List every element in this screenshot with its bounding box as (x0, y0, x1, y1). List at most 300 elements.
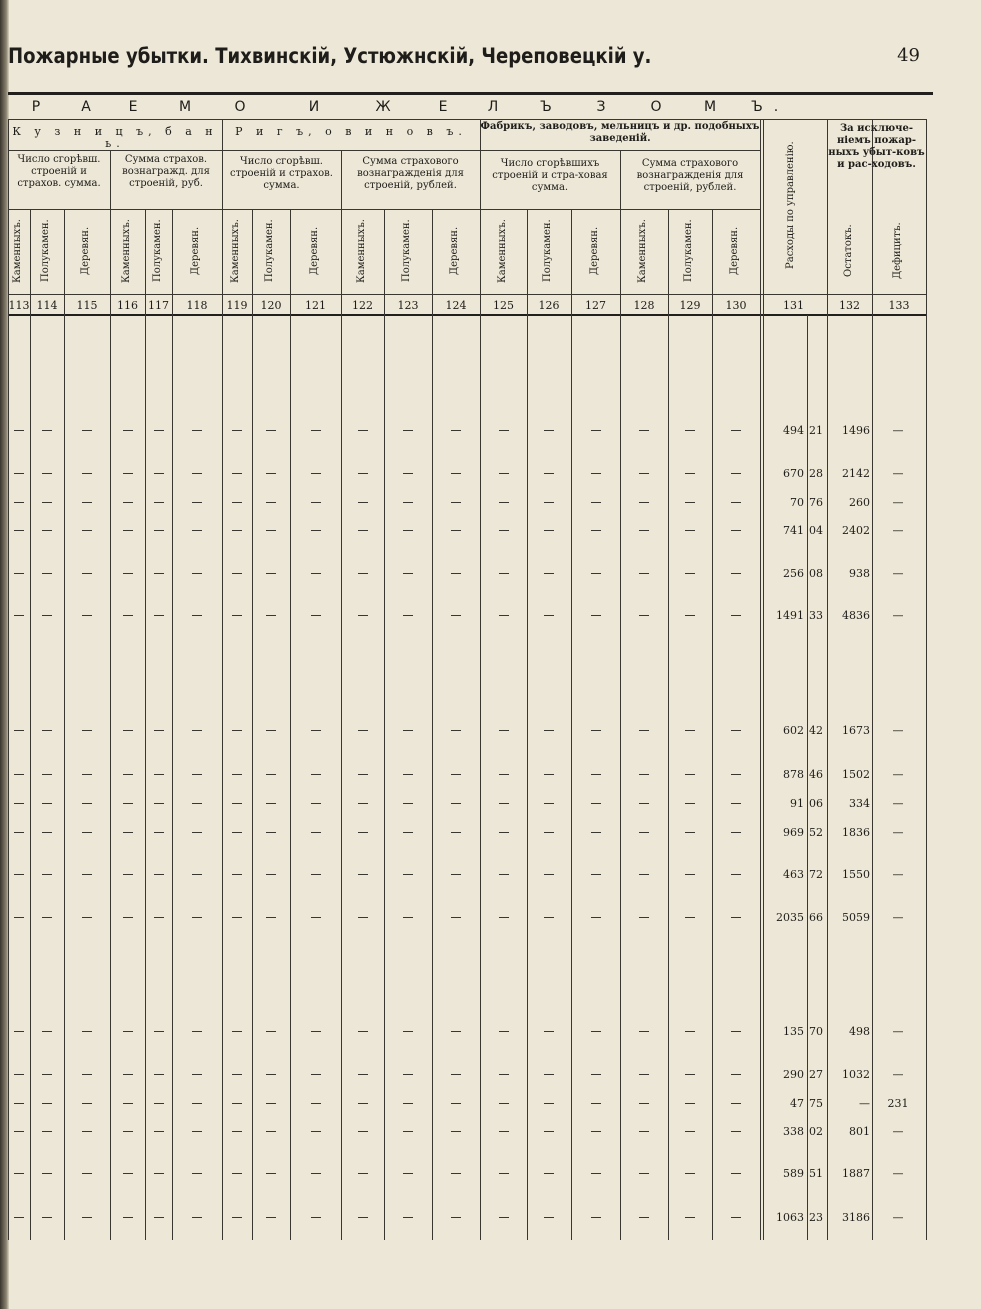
empty-cell-dash (451, 1031, 461, 1032)
banner-letter: О (650, 99, 662, 115)
empty-cell-dash (591, 803, 601, 804)
deficit-value: — (892, 1167, 904, 1180)
empty-cell-dash (123, 615, 133, 616)
column-separator (668, 209, 669, 1240)
empty-cell-dash (311, 573, 321, 574)
empty-cell-dash (232, 917, 242, 918)
empty-cell-dash (123, 1217, 133, 1218)
column-header: Деревян. (588, 226, 600, 276)
expenses-rubles: 494 (783, 424, 804, 437)
empty-cell-dash (591, 1103, 601, 1104)
empty-cell-dash (266, 430, 276, 431)
empty-cell-dash (591, 832, 601, 833)
empty-cell-dash (154, 430, 164, 431)
column-number: 123 (397, 299, 419, 312)
empty-cell-dash (731, 473, 741, 474)
deficit-value: — (892, 724, 904, 737)
empty-cell-dash (192, 1173, 202, 1174)
group-separator (222, 119, 223, 1240)
empty-cell-dash (123, 430, 133, 431)
empty-cell-dash (266, 832, 276, 833)
empty-cell-dash (403, 615, 413, 616)
column-number: 116 (117, 299, 138, 312)
expenses-kopecks: 46 (809, 768, 823, 781)
deficit-value: — (892, 1068, 904, 1081)
empty-cell-dash (14, 1217, 24, 1218)
empty-cell-dash (499, 730, 509, 731)
deficit-value: — (892, 467, 904, 480)
group-separator (8, 119, 9, 1240)
empty-cell-dash (232, 430, 242, 431)
banner-letter: М (703, 99, 717, 115)
remainder-value: 1887 (842, 1167, 870, 1180)
empty-cell-dash (731, 1031, 741, 1032)
empty-cell-dash (544, 1103, 554, 1104)
empty-cell-dash (154, 473, 164, 474)
banner-letter: М (178, 99, 192, 115)
page-number: 49 (897, 45, 920, 66)
empty-cell-dash (639, 917, 649, 918)
column-header: Полукамен. (401, 219, 412, 283)
empty-cell-dash (451, 874, 461, 875)
empty-cell-dash (358, 1074, 368, 1075)
empty-cell-dash (232, 1074, 242, 1075)
column-header: Полукамен. (151, 219, 163, 283)
empty-cell-dash (685, 730, 695, 731)
empty-cell-dash (192, 832, 202, 833)
empty-cell-dash (499, 1031, 509, 1032)
empty-cell-dash (451, 473, 461, 474)
empty-cell-dash (192, 1131, 202, 1132)
empty-cell-dash (14, 430, 24, 431)
empty-cell-dash (403, 803, 413, 804)
empty-cell-dash (451, 832, 461, 833)
empty-cell-dash (266, 1103, 276, 1104)
empty-cell-dash (499, 615, 509, 616)
column-header: Деревян. (308, 226, 320, 276)
empty-cell-dash (123, 803, 133, 804)
empty-cell-dash (499, 473, 509, 474)
empty-cell-dash (123, 832, 133, 833)
column-separator (571, 209, 572, 1240)
empty-cell-dash (499, 1173, 509, 1174)
empty-cell-dash (544, 473, 554, 474)
empty-cell-dash (403, 1031, 413, 1032)
empty-cell-dash (685, 573, 695, 574)
empty-cell-dash (499, 832, 509, 833)
empty-cell-dash (731, 1131, 741, 1132)
empty-cell-dash (544, 803, 554, 804)
column-number: 127 (585, 299, 606, 312)
expenses-kopecks: 42 (809, 724, 823, 737)
column-separator (384, 209, 385, 1240)
empty-cell-dash (731, 430, 741, 431)
empty-cell-dash (42, 1103, 52, 1104)
empty-cell-dash (451, 1131, 461, 1132)
empty-cell-dash (82, 473, 92, 474)
empty-cell-dash (42, 917, 52, 918)
empty-cell-dash (192, 917, 202, 918)
column-separator (64, 209, 65, 1240)
subgroup-title: Число сгорѣвш. строеній и страхов. сумма. (17, 154, 101, 189)
empty-cell-dash (544, 1217, 554, 1218)
column-header: Каменныхъ. (637, 219, 648, 283)
empty-cell-dash (311, 615, 321, 616)
empty-cell-dash (192, 1217, 202, 1218)
empty-cell-dash (14, 730, 24, 731)
empty-cell-dash (232, 730, 242, 731)
empty-cell-dash (311, 473, 321, 474)
empty-cell-dash (358, 803, 368, 804)
empty-cell-dash (232, 1173, 242, 1174)
empty-cell-dash (358, 1173, 368, 1174)
empty-cell-dash (544, 1131, 554, 1132)
empty-cell-dash (639, 573, 649, 574)
expenses-rubles: 1491 (776, 609, 804, 622)
empty-cell-dash (123, 730, 133, 731)
empty-cell-dash (311, 730, 321, 731)
empty-cell-dash (14, 573, 24, 574)
column-separator (252, 209, 253, 1240)
empty-cell-dash (232, 1217, 242, 1218)
empty-cell-dash (685, 1173, 695, 1174)
empty-cell-dash (403, 832, 413, 833)
expenses-kopecks: 02 (809, 1125, 823, 1138)
empty-cell-dash (591, 874, 601, 875)
empty-cell-dash (591, 1217, 601, 1218)
remainder-value: 1673 (842, 724, 870, 737)
column-header: Деревян. (449, 226, 460, 276)
expenses-kopecks: 04 (809, 524, 823, 537)
empty-cell-dash (639, 774, 649, 775)
empty-cell-dash (82, 874, 92, 875)
empty-cell-dash (311, 917, 321, 918)
empty-cell-dash (358, 530, 368, 531)
empty-cell-dash (82, 615, 92, 616)
subgroup-title: Сумма страхового вознагражденія для строеній, рублей. (357, 156, 464, 191)
empty-cell-dash (731, 917, 741, 918)
empty-cell-dash (403, 1131, 413, 1132)
empty-cell-dash (685, 832, 695, 833)
empty-cell-dash (544, 615, 554, 616)
empty-cell-dash (499, 874, 509, 875)
expenses-rubles: 1063 (776, 1211, 804, 1224)
empty-cell-dash (14, 917, 24, 918)
expenses-kopecks: 33 (809, 609, 823, 622)
empty-cell-dash (154, 874, 164, 875)
empty-cell-dash (499, 430, 509, 431)
empty-cell-dash (192, 874, 202, 875)
remainder-value: 1032 (842, 1068, 870, 1081)
deficit-value: — (892, 609, 904, 622)
empty-cell-dash (544, 1173, 554, 1174)
empty-cell-dash (42, 1173, 52, 1174)
empty-cell-dash (685, 473, 695, 474)
empty-cell-dash (266, 917, 276, 918)
empty-cell-dash (82, 1217, 92, 1218)
empty-cell-dash (685, 803, 695, 804)
empty-cell-dash (358, 730, 368, 731)
banner-letter: Ъ (540, 99, 552, 115)
page-header (8, 40, 920, 76)
empty-cell-dash (358, 1131, 368, 1132)
column-header: Полукамен. (40, 219, 51, 283)
deficit-value: — (892, 797, 904, 810)
empty-cell-dash (42, 502, 52, 503)
empty-cell-dash (639, 730, 649, 731)
empty-cell-dash (42, 874, 52, 875)
empty-cell-dash (544, 832, 554, 833)
top-rule (8, 92, 933, 95)
expenses-rubles: 47 (790, 1097, 804, 1110)
empty-cell-dash (591, 917, 601, 918)
empty-cell-dash (192, 430, 202, 431)
empty-cell-dash (192, 573, 202, 574)
empty-cell-dash (639, 1131, 649, 1132)
deficit-value: — (892, 911, 904, 924)
empty-cell-dash (266, 1173, 276, 1174)
empty-cell-dash (403, 874, 413, 875)
empty-cell-dash (403, 1103, 413, 1104)
empty-cell-dash (311, 874, 321, 875)
empty-cell-dash (266, 874, 276, 875)
remainder-value: 5059 (842, 911, 870, 924)
empty-cell-dash (544, 730, 554, 731)
column-separator (527, 209, 528, 1240)
empty-cell-dash (42, 573, 52, 574)
empty-cell-dash (451, 1103, 461, 1104)
remainder-value: 2402 (842, 524, 870, 537)
expenses-rubles: 91 (790, 797, 804, 810)
empty-cell-dash (311, 502, 321, 503)
column-header: Каменныхъ. (355, 219, 367, 283)
column-number: 133 (888, 299, 910, 312)
empty-cell-dash (358, 917, 368, 918)
empty-cell-dash (42, 803, 52, 804)
remainder-value: 1836 (842, 826, 870, 839)
expenses-kopecks: 52 (809, 826, 823, 839)
empty-cell-dash (499, 774, 509, 775)
empty-cell-dash (499, 502, 509, 503)
empty-cell-dash (311, 1173, 321, 1174)
empty-cell-dash (731, 874, 741, 875)
empty-cell-dash (82, 1103, 92, 1104)
empty-cell-dash (403, 430, 413, 431)
empty-cell-dash (685, 530, 695, 531)
deficit-value: — (892, 1211, 904, 1224)
empty-cell-dash (403, 573, 413, 574)
column-number: 118 (186, 299, 208, 312)
empty-cell-dash (82, 917, 92, 918)
empty-cell-dash (154, 1074, 164, 1075)
empty-cell-dash (639, 430, 649, 431)
empty-cell-dash (731, 1217, 741, 1218)
column-separator (432, 209, 433, 1240)
expenses-rubles: 256 (783, 567, 804, 580)
empty-cell-dash (358, 1217, 368, 1218)
empty-cell-dash (42, 430, 52, 431)
empty-cell-dash (123, 774, 133, 775)
expenses-kopecks: 70 (809, 1025, 823, 1038)
column-header: Каменныхъ. (496, 219, 508, 283)
empty-cell-dash (82, 530, 92, 531)
empty-cell-dash (42, 530, 52, 531)
empty-cell-dash (639, 502, 649, 503)
expenses-kopecks: 06 (809, 797, 823, 810)
remainder-value: — (859, 1097, 870, 1110)
empty-cell-dash (731, 615, 741, 616)
group-separator (827, 119, 828, 1240)
expenses-rubles: 135 (783, 1025, 804, 1038)
empty-cell-dash (311, 1103, 321, 1104)
empty-cell-dash (82, 832, 92, 833)
empty-cell-dash (403, 917, 413, 918)
empty-cell-dash (499, 1074, 509, 1075)
banner-letter: Л (487, 99, 499, 115)
column-number: 126 (538, 299, 560, 312)
banner-letter: А (81, 99, 91, 115)
deficit-value: 231 (887, 1097, 909, 1110)
empty-cell-dash (685, 874, 695, 875)
column-number: 124 (445, 299, 467, 312)
expenses-kopecks: 66 (809, 911, 823, 924)
empty-cell-dash (232, 530, 242, 531)
deficit-value: — (892, 1025, 904, 1038)
banner-letter: . (773, 99, 779, 115)
subgroup-title: Число сгорѣвш. строеній и страхов. сумма. (230, 156, 333, 191)
empty-cell-dash (544, 1031, 554, 1032)
empty-cell-dash (403, 1173, 413, 1174)
empty-cell-dash (591, 730, 601, 731)
deficit-value: — (892, 496, 904, 509)
empty-cell-dash (42, 615, 52, 616)
empty-cell-dash (42, 1131, 52, 1132)
empty-cell-dash (499, 1103, 509, 1104)
column-header: Остатокъ. (842, 224, 854, 278)
empty-cell-dash (451, 917, 461, 918)
empty-cell-dash (451, 530, 461, 531)
expenses-rubles: 878 (783, 768, 804, 781)
empty-cell-dash (123, 1173, 133, 1174)
empty-cell-dash (266, 1074, 276, 1075)
banner-letter: Е (128, 99, 138, 115)
empty-cell-dash (232, 573, 242, 574)
empty-cell-dash (639, 530, 649, 531)
deficit-value: — (892, 1125, 904, 1138)
empty-cell-dash (731, 803, 741, 804)
column-number: 122 (352, 299, 373, 312)
empty-cell-dash (685, 917, 695, 918)
column-number: 130 (725, 299, 747, 312)
empty-cell-dash (499, 1131, 509, 1132)
expenses-rubles: 463 (783, 868, 804, 881)
empty-cell-dash (154, 774, 164, 775)
empty-cell-dash (685, 774, 695, 775)
empty-cell-dash (266, 1131, 276, 1132)
expenses-rubles: 290 (783, 1068, 804, 1081)
header-rule (8, 119, 926, 120)
column-number: 115 (76, 299, 98, 312)
group-separator (760, 119, 761, 1240)
column-number: 131 (783, 299, 804, 312)
remainder-value: 260 (849, 496, 870, 509)
subgroup-separator (110, 150, 111, 1240)
empty-cell-dash (639, 832, 649, 833)
empty-cell-dash (82, 774, 92, 775)
empty-cell-dash (232, 473, 242, 474)
remainder-value: 4836 (842, 609, 870, 622)
empty-cell-dash (232, 774, 242, 775)
empty-cell-dash (14, 530, 24, 531)
empty-cell-dash (639, 1074, 649, 1075)
banner-letter: Р (31, 99, 41, 115)
empty-cell-dash (591, 1031, 601, 1032)
empty-cell-dash (82, 730, 92, 731)
empty-cell-dash (358, 1031, 368, 1032)
column-separator (712, 209, 713, 1240)
empty-cell-dash (544, 430, 554, 431)
empty-cell-dash (123, 573, 133, 574)
empty-cell-dash (544, 573, 554, 574)
empty-cell-dash (154, 1103, 164, 1104)
empty-cell-dash (266, 1217, 276, 1218)
banner-letter: Е (438, 99, 448, 115)
empty-cell-dash (14, 1103, 24, 1104)
empty-cell-dash (499, 530, 509, 531)
remainder-value: 1496 (842, 424, 870, 437)
empty-cell-dash (639, 1217, 649, 1218)
empty-cell-dash (14, 473, 24, 474)
empty-cell-dash (123, 1131, 133, 1132)
empty-cell-dash (451, 803, 461, 804)
empty-cell-dash (311, 1217, 321, 1218)
column-number: 125 (493, 299, 514, 312)
remainder-value: 498 (849, 1025, 870, 1038)
column-separator (172, 209, 173, 1240)
group-separator (926, 119, 927, 1240)
empty-cell-dash (544, 917, 554, 918)
column-separator (290, 209, 291, 1240)
column-number: 114 (36, 299, 58, 312)
empty-cell-dash (591, 530, 601, 531)
column-number: 119 (226, 299, 248, 312)
expenses-rubles: 338 (783, 1125, 804, 1138)
remainder-value: 938 (849, 567, 870, 580)
empty-cell-dash (266, 730, 276, 731)
empty-cell-dash (591, 1173, 601, 1174)
deficit-value: — (892, 826, 904, 839)
empty-cell-dash (154, 530, 164, 531)
banner-letter: Ж (375, 99, 391, 115)
banner-letter: О (234, 99, 246, 115)
empty-cell-dash (685, 1217, 695, 1218)
empty-cell-dash (591, 1074, 601, 1075)
empty-cell-dash (154, 1173, 164, 1174)
empty-cell-dash (639, 803, 649, 804)
empty-cell-dash (42, 730, 52, 731)
remainder-value: 1550 (842, 868, 870, 881)
column-header: Деревян. (190, 226, 201, 276)
empty-cell-dash (42, 473, 52, 474)
empty-cell-dash (266, 473, 276, 474)
column-number: 121 (305, 299, 326, 312)
empty-cell-dash (14, 874, 24, 875)
expenses-kopecks: 21 (809, 424, 823, 437)
empty-cell-dash (82, 1173, 92, 1174)
empty-cell-dash (192, 1074, 202, 1075)
empty-cell-dash (591, 615, 601, 616)
empty-cell-dash (403, 774, 413, 775)
